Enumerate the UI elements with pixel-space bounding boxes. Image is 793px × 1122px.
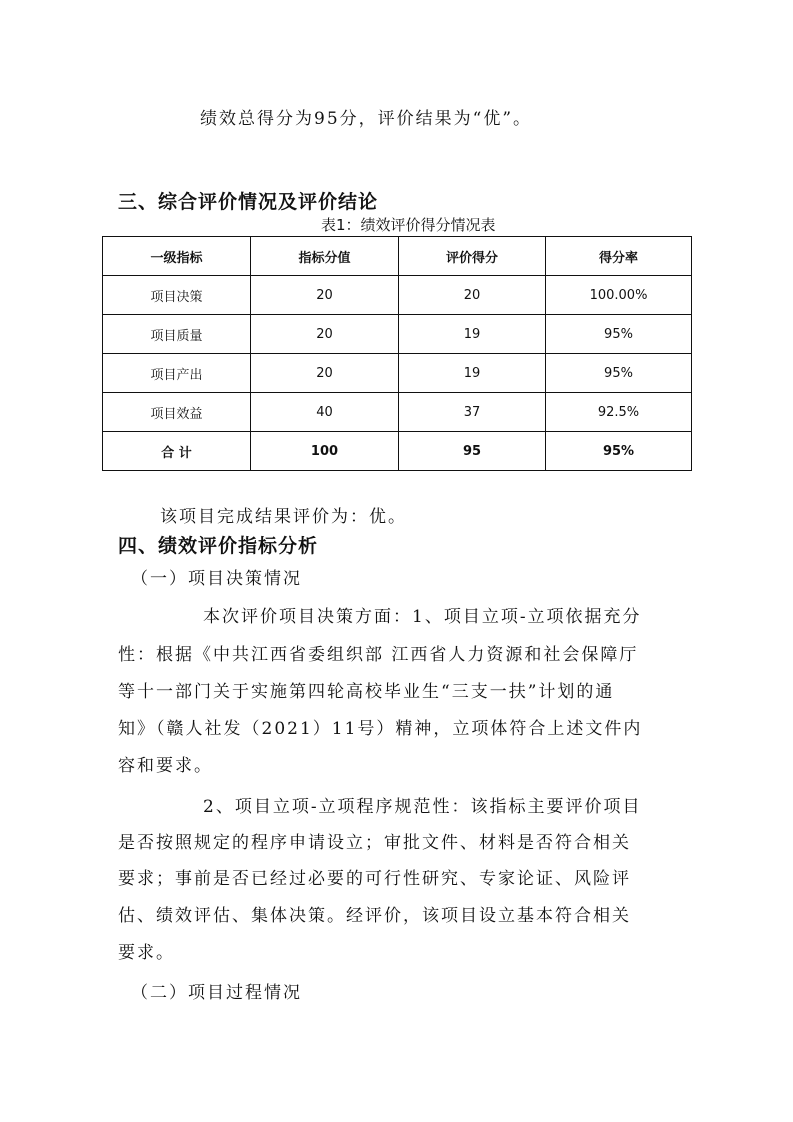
paragraph-line: 2、项目立项-立项程序规范性：该指标主要评价项目 — [203, 797, 642, 817]
paragraph-line: 要求；事前是否已经过必要的可行性研究、专家论证、风险评 — [118, 869, 631, 889]
table-cell: 项目质量 — [103, 315, 251, 354]
subsection-heading: （二）项目过程情况 — [131, 983, 302, 1003]
paragraph-line: 等十一部门关于实施第四轮高校毕业生“三支一扶”计划的通 — [118, 682, 615, 702]
table-cell: 92.5% — [546, 393, 692, 432]
table-row — [103, 393, 692, 432]
table-header-cell: 一级指标 — [103, 237, 251, 276]
table-cell: 20 — [251, 354, 399, 393]
conclusion-text: 该项目完成结果评价为：优。 — [160, 507, 407, 527]
table-cell: 项目决策 — [103, 276, 251, 315]
table-cell: 37 — [399, 393, 546, 432]
table-cell: 40 — [251, 393, 399, 432]
section-heading-3: 三、综合评价情况及评价结论 — [118, 191, 379, 213]
table-cell: 19 — [399, 315, 546, 354]
paragraph-line: 性：根据《中共江西省委组织部 江西省人力资源和社会保障厅 — [118, 645, 639, 665]
table-cell: 20 — [399, 276, 546, 315]
paragraph-line: 估、绩效评估、集体决策。经评价，该项目设立基本符合相关 — [118, 906, 631, 926]
table-cell: 95% — [546, 432, 692, 471]
paragraph-score: 绩效总得分为95分，评价结果为“优”。 — [200, 109, 533, 129]
section-heading-4: 四、绩效评价指标分析 — [118, 535, 319, 557]
table-header-row — [103, 237, 692, 276]
table-cell: 100.00% — [546, 276, 692, 315]
table-cell: 95% — [546, 354, 692, 393]
table-header-cell: 指标分值 — [251, 237, 399, 276]
subsection-heading: （一）项目决策情况 — [131, 569, 302, 589]
table-cell: 项目产出 — [103, 354, 251, 393]
paragraph-line: 是否按照规定的程序申请设立；审批文件、材料是否符合相关 — [118, 833, 631, 853]
paragraph-line: 知》（赣人社发（2021）11号）精神，立项体符合上述文件内 — [118, 719, 643, 739]
paragraph-line: 本次评价项目决策方面：1、项目立项-立项依据充分 — [203, 607, 642, 627]
paragraph-line: 容和要求。 — [118, 756, 213, 776]
table-row — [103, 276, 692, 315]
table-cell: 项目效益 — [103, 393, 251, 432]
table-header-cell: 评价得分 — [399, 237, 546, 276]
table-row — [103, 315, 692, 354]
paragraph-line: 要求。 — [118, 943, 175, 963]
table-cell: 合 计 — [103, 432, 251, 471]
table-header-cell: 得分率 — [546, 237, 692, 276]
table-caption: 表1：绩效评价得分情况表 — [321, 216, 496, 234]
table-cell: 95 — [399, 432, 546, 471]
table-cell: 20 — [251, 315, 399, 354]
table-cell: 95% — [546, 315, 692, 354]
table-total-row — [103, 432, 692, 471]
table-row — [103, 354, 692, 393]
table-cell: 100 — [251, 432, 399, 471]
table-cell: 19 — [399, 354, 546, 393]
table-cell: 20 — [251, 276, 399, 315]
score-table — [102, 236, 692, 471]
